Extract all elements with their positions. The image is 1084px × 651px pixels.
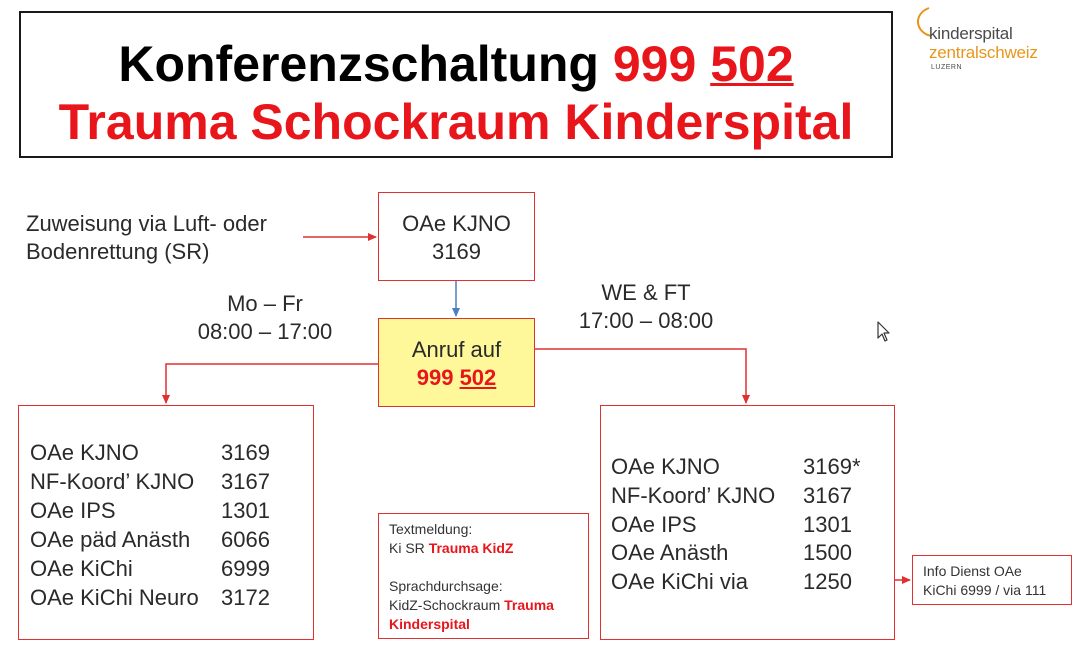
anruf-box bbox=[378, 318, 535, 407]
title-line-2: Trauma Schockraum Kinderspital bbox=[58, 94, 854, 150]
right-row-label: OAe KJNO bbox=[611, 454, 720, 479]
right-row-label: OAe KiChi via bbox=[611, 569, 748, 594]
weekday-contacts-box bbox=[18, 405, 314, 640]
anruf-number-a: 999 bbox=[416, 365, 454, 390]
title-number-b: 502 bbox=[710, 36, 794, 92]
voice-announcement-highlight-2: Kinderspital bbox=[389, 616, 470, 632]
right-row-label: NF-Koord’ KJNO bbox=[611, 483, 776, 508]
weekend-time: 17:00 – 08:00 bbox=[578, 308, 714, 333]
left-row-label: OAe KJNO bbox=[30, 440, 139, 465]
right-row-number: 1250 bbox=[803, 569, 852, 594]
voice-announcement-highlight: Trauma bbox=[504, 597, 554, 613]
right-row-number: 3169* bbox=[803, 454, 861, 479]
logo-line-1: kinderspital bbox=[929, 24, 1013, 43]
weekday-time: 08:00 – 17:00 bbox=[197, 319, 333, 344]
right-row-number: 3167 bbox=[803, 483, 852, 508]
weekday-days: Mo – Fr bbox=[227, 291, 303, 316]
oae-box-number: 3169 bbox=[432, 239, 481, 264]
mouse-cursor-icon bbox=[877, 321, 893, 343]
voice-announcement-prefix: KidZ-Schockraum bbox=[389, 597, 505, 613]
announcement-box bbox=[378, 513, 589, 639]
title-number-a: 999 bbox=[612, 36, 697, 92]
anruf-number-b: 502 bbox=[459, 365, 497, 390]
left-row-number: 6066 bbox=[221, 527, 270, 552]
right-row-number: 1301 bbox=[803, 512, 852, 537]
voice-announcement-content bbox=[389, 596, 554, 615]
left-row-label: OAe päd Anästh bbox=[30, 527, 191, 552]
intro-line-1: Zuweisung via Luft- oder bbox=[26, 211, 267, 236]
left-row-number: 3169 bbox=[221, 440, 270, 465]
text-message-content bbox=[389, 539, 513, 558]
arrow-anruf-to-right bbox=[535, 349, 746, 403]
left-row-label: NF-Koord’ KJNO bbox=[30, 469, 195, 494]
left-row-number: 6999 bbox=[221, 556, 270, 581]
voice-announcement-label: Sprachdurchsage: bbox=[389, 578, 503, 594]
title-text: Konferenzschaltung bbox=[118, 36, 599, 92]
logo-line-3: LUZERN bbox=[931, 64, 963, 71]
right-row-label: OAe Anästh bbox=[611, 540, 729, 565]
left-row-label: OAe KiChi Neuro bbox=[30, 585, 199, 610]
weekend-contacts-box bbox=[600, 405, 895, 640]
oae-kjno-box bbox=[378, 192, 535, 281]
info-line-1: Info Dienst OAe bbox=[923, 563, 1022, 579]
text-message-label: Textmeldung: bbox=[389, 521, 473, 537]
left-row-number: 1301 bbox=[221, 498, 270, 523]
left-row-label: OAe IPS bbox=[30, 498, 116, 523]
left-row-label: OAe KiChi bbox=[30, 556, 133, 581]
anruf-number bbox=[379, 364, 534, 392]
text-message-highlight: Trauma KidZ bbox=[428, 540, 514, 556]
right-row-number: 1500 bbox=[803, 540, 852, 565]
intro-line-2: Bodenrettung (SR) bbox=[26, 239, 210, 264]
logo-line-2: zentralschweiz bbox=[929, 43, 1038, 62]
weekend-days: WE & FT bbox=[601, 280, 691, 305]
arrow-anruf-to-left bbox=[166, 364, 378, 403]
right-row-label: OAe IPS bbox=[611, 512, 697, 537]
oae-box-label: OAe KJNO bbox=[402, 211, 511, 236]
text-message-prefix: Ki SR bbox=[389, 540, 429, 556]
info-box bbox=[912, 555, 1072, 605]
anruf-label: Anruf auf bbox=[411, 337, 502, 362]
info-line-2: KiChi 6999 / via 111 bbox=[923, 582, 1047, 598]
left-row-number: 3172 bbox=[221, 585, 270, 610]
left-row-number: 3167 bbox=[221, 469, 270, 494]
